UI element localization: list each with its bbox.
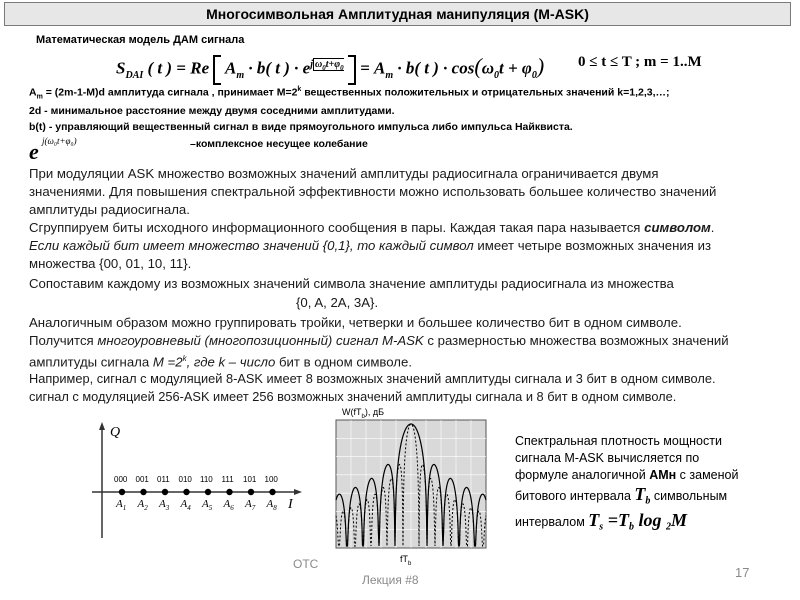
side-note-line4-post: символьным bbox=[650, 489, 728, 503]
constellation-amp-label bbox=[138, 498, 148, 512]
para-2a bbox=[29, 219, 714, 237]
eq-cos-omega-sub: 0 bbox=[493, 70, 499, 82]
def-am-sub: m bbox=[36, 93, 43, 101]
constellation-amp-label bbox=[224, 498, 234, 512]
eq-exponent bbox=[310, 58, 343, 71]
spectrum-y-label-text: W(fT bbox=[342, 407, 362, 417]
slide-title: Многосимвольная Амплитудная манипуляция (M-ASK) bbox=[4, 2, 791, 26]
side-note-line3-post: с заменой bbox=[676, 468, 739, 482]
def-carrier-exp: j(ω₀t+φ₀) bbox=[42, 136, 77, 146]
constellation-amp-sub: 1 bbox=[122, 504, 127, 513]
constellation-amp-sub: 8 bbox=[273, 504, 277, 513]
def-d: 2d - минимальное расстояние между двумя соседними амплитудами. bbox=[29, 105, 395, 117]
side-note-line4 bbox=[515, 486, 738, 510]
para-7: сигнал с модуляцией 256-ASK имеет 256 возможных значений амплитуды сигнала и 8 бит в одном символе. bbox=[29, 389, 677, 404]
constellation-amp: A bbox=[266, 498, 274, 510]
exp-box bbox=[313, 58, 344, 71]
para-2b bbox=[29, 237, 711, 255]
q-label: Q bbox=[110, 425, 121, 440]
para-2a-post: . bbox=[710, 220, 715, 235]
i-label: I bbox=[288, 497, 293, 512]
constellation-point bbox=[205, 489, 211, 495]
constellation-code: 011 bbox=[157, 475, 170, 484]
side-note-log-sub: 2 bbox=[665, 521, 671, 532]
def-am-prefix: A bbox=[29, 86, 37, 99]
constellation-point bbox=[140, 489, 146, 495]
model-equation bbox=[116, 50, 544, 80]
side-note-line3-pre: формуле аналогичной bbox=[515, 468, 650, 482]
constellation-amp-label bbox=[181, 498, 191, 512]
para-2a-pre: Сгруппируем биты исходного информационного сообщения в пары. Каждая такая пара называется bbox=[29, 220, 645, 235]
spectrum-x-label bbox=[400, 554, 411, 567]
eq-inner: A bbox=[225, 58, 237, 78]
spectrum-y-unit: ), дБ bbox=[364, 407, 384, 417]
side-note-log: log bbox=[633, 509, 666, 530]
spectrum-x-label-sub: b bbox=[408, 560, 412, 567]
side-note bbox=[515, 433, 738, 535]
constellation-point bbox=[269, 489, 275, 495]
eq-mid-sub: m bbox=[385, 70, 394, 82]
side-note-line5 bbox=[515, 509, 738, 536]
constellation-amp-label bbox=[202, 498, 212, 512]
constellation-point bbox=[162, 489, 168, 495]
eq-cos-omega: ω bbox=[481, 58, 494, 78]
constellation-amp-sub: 6 bbox=[230, 504, 234, 513]
para-5b-m: M =2 bbox=[152, 354, 183, 370]
constellation-amp-label bbox=[159, 498, 169, 512]
constellation-amp: A bbox=[116, 498, 123, 510]
side-note-line1: Спектральная плотность мощности bbox=[515, 434, 722, 448]
constellation-amp-sub: 4 bbox=[187, 504, 191, 513]
constellation-code: 110 bbox=[200, 475, 213, 484]
constellation-amp-label bbox=[116, 498, 126, 512]
side-note-eq: =T bbox=[603, 509, 629, 530]
side-note-line2: сигнала M-ASK вычисляется по bbox=[515, 451, 700, 465]
constellation-amp-label bbox=[267, 498, 277, 512]
constellation-point bbox=[119, 489, 125, 495]
side-note-eq-sub: b bbox=[628, 521, 634, 532]
eq-cos: · b( t ) · cos bbox=[397, 58, 475, 78]
para-5b-post: бит в одном символе. bbox=[275, 354, 412, 370]
eq-s: S bbox=[116, 58, 126, 78]
constellation-point bbox=[248, 489, 254, 495]
side-note-m: M bbox=[670, 509, 687, 530]
constellation-code: 101 bbox=[243, 475, 257, 484]
side-note-line5-pre: интервалом bbox=[515, 514, 589, 529]
side-note-line3 bbox=[515, 467, 738, 484]
constellation-amp: A bbox=[245, 498, 252, 510]
constellation-amp: A bbox=[159, 498, 166, 510]
exp-omega: ω bbox=[315, 59, 323, 70]
para-5a-post: с размерностью множества возможных значений bbox=[423, 333, 729, 348]
constellation-amp-sub: 5 bbox=[208, 504, 213, 513]
def-am bbox=[29, 86, 670, 101]
constellation-amp-sub: 3 bbox=[165, 504, 170, 513]
para-5b-italic: , где k – число bbox=[186, 354, 276, 370]
para-5b-sup: k bbox=[182, 354, 187, 363]
side-note-ts: T bbox=[588, 509, 600, 530]
i-axis-arrow bbox=[294, 489, 302, 495]
para-3a: Сопоставим каждому из возможных значений символа значение амплитуды радиосигнала из множества bbox=[29, 276, 674, 291]
side-note-tb: T bbox=[634, 484, 646, 504]
para-3b: {0, A, 2A, 3A}. bbox=[296, 295, 379, 310]
eq-cos-t: t + φ bbox=[498, 58, 532, 78]
para-1a: При модуляции ASK множество возможных значений амплитуды радиосигнала ограничивается двумя bbox=[29, 166, 659, 181]
exp-phi-sub: 0 bbox=[340, 64, 344, 72]
para-2b-italic: Если каждый бит имеет множество значений {0,1}, то каждый символ bbox=[29, 238, 474, 253]
spectrum-y-label-sub: b bbox=[361, 413, 365, 420]
model-heading: Математическая модель ДАМ сигнала bbox=[36, 34, 245, 46]
exp-j: j bbox=[310, 59, 314, 70]
spectrum-plot bbox=[330, 418, 490, 553]
eq-s-sub: DAI bbox=[125, 70, 144, 82]
para-1c: амплитуды радиосигнала. bbox=[29, 202, 190, 217]
constellation-amp-sub: 2 bbox=[144, 504, 148, 513]
side-note-tb-sub: b bbox=[645, 495, 651, 507]
constellation-code: 000 bbox=[114, 475, 128, 484]
def-am-k: k bbox=[297, 86, 302, 93]
para-2c: множества {00, 01, 10, 11}. bbox=[29, 256, 192, 271]
constellation-point bbox=[226, 489, 232, 495]
exp-omega-sub: 0 bbox=[322, 64, 326, 72]
def-carrier-e: e bbox=[29, 139, 39, 164]
para-5a-pre: Получится bbox=[29, 333, 98, 348]
constellation-amp-label bbox=[245, 498, 255, 512]
q-axis-arrow bbox=[99, 422, 105, 430]
constellation-code: 111 bbox=[221, 475, 234, 484]
def-b: b(t) - управляющий вещественный сигнал в виде прямоугольного импульса либо импульса Найквиста. bbox=[29, 121, 573, 133]
eq-range: 0 ≤ t ≤ T ; m = 1..M bbox=[578, 54, 702, 70]
spectrum-x-label-text: fT bbox=[400, 554, 408, 564]
eq-paren-open: ( bbox=[474, 53, 482, 79]
para-5a bbox=[29, 332, 729, 350]
para-4: Аналогичным образом можно группировать тройки, четверки и большее количество бит в одном символе. bbox=[29, 315, 682, 330]
footer-center: Лекция #8 bbox=[362, 573, 419, 587]
eq-right-bracket bbox=[348, 55, 356, 85]
side-note-ts-sub: s bbox=[599, 521, 604, 532]
def-carrier-text: –комплексное несущее колебание bbox=[190, 138, 368, 150]
exp-rest: t+φ bbox=[325, 59, 341, 70]
eq-inner-sub: m bbox=[236, 70, 245, 82]
para-5a-italic: многоуровневый (многопозиционный) сигнал M-ASK bbox=[97, 333, 424, 348]
constellation-point bbox=[183, 489, 189, 495]
eq-inner-rest: · b( t ) · e bbox=[248, 58, 311, 78]
eq-part1: ( t ) = Re bbox=[147, 58, 210, 78]
eq-paren-close: ) bbox=[536, 53, 545, 79]
para-1b: значениями. Для повышения спектральной эффективности можно использовать большее количество значений bbox=[29, 184, 717, 199]
side-note-line4-pre: битового интервала bbox=[515, 489, 635, 503]
eq-mid: = A bbox=[360, 58, 386, 78]
constellation-amp: A bbox=[180, 498, 188, 510]
eq-left-bracket bbox=[213, 55, 221, 85]
footer-left: ОТС bbox=[293, 557, 319, 571]
constellation-amp: A bbox=[137, 498, 145, 510]
constellation-amp-sub: 7 bbox=[251, 504, 256, 513]
def-am-rest: вещественных положительных и отрицательных значений k=1,2,3,…; bbox=[301, 86, 670, 99]
side-note-line3-bold: АМн bbox=[649, 468, 677, 482]
para-2a-symbol: символом bbox=[644, 220, 711, 235]
page-number: 17 bbox=[735, 565, 750, 580]
constellation-code: 001 bbox=[135, 475, 149, 484]
para-6: Например, сигнал с модуляцией 8-ASK имеет 8 возможных значений амплитуды сигнала и 3 бит в одном символе. bbox=[29, 371, 716, 386]
constellation-amp: A bbox=[202, 498, 209, 510]
constellation-amp: A bbox=[223, 498, 231, 510]
def-am-text: = (2m-1-M)d амплитуда сигнала , принимает M=2 bbox=[45, 86, 298, 99]
eq-cos-phi-sub: 0 bbox=[531, 70, 537, 82]
constellation-code: 100 bbox=[264, 475, 278, 484]
constellation-code: 010 bbox=[178, 475, 192, 484]
para-2b-post: имеет четыре возможных значения из bbox=[473, 238, 712, 253]
para-5b bbox=[29, 350, 412, 371]
para-5b-pre: амплитуды сигнала bbox=[29, 354, 153, 370]
